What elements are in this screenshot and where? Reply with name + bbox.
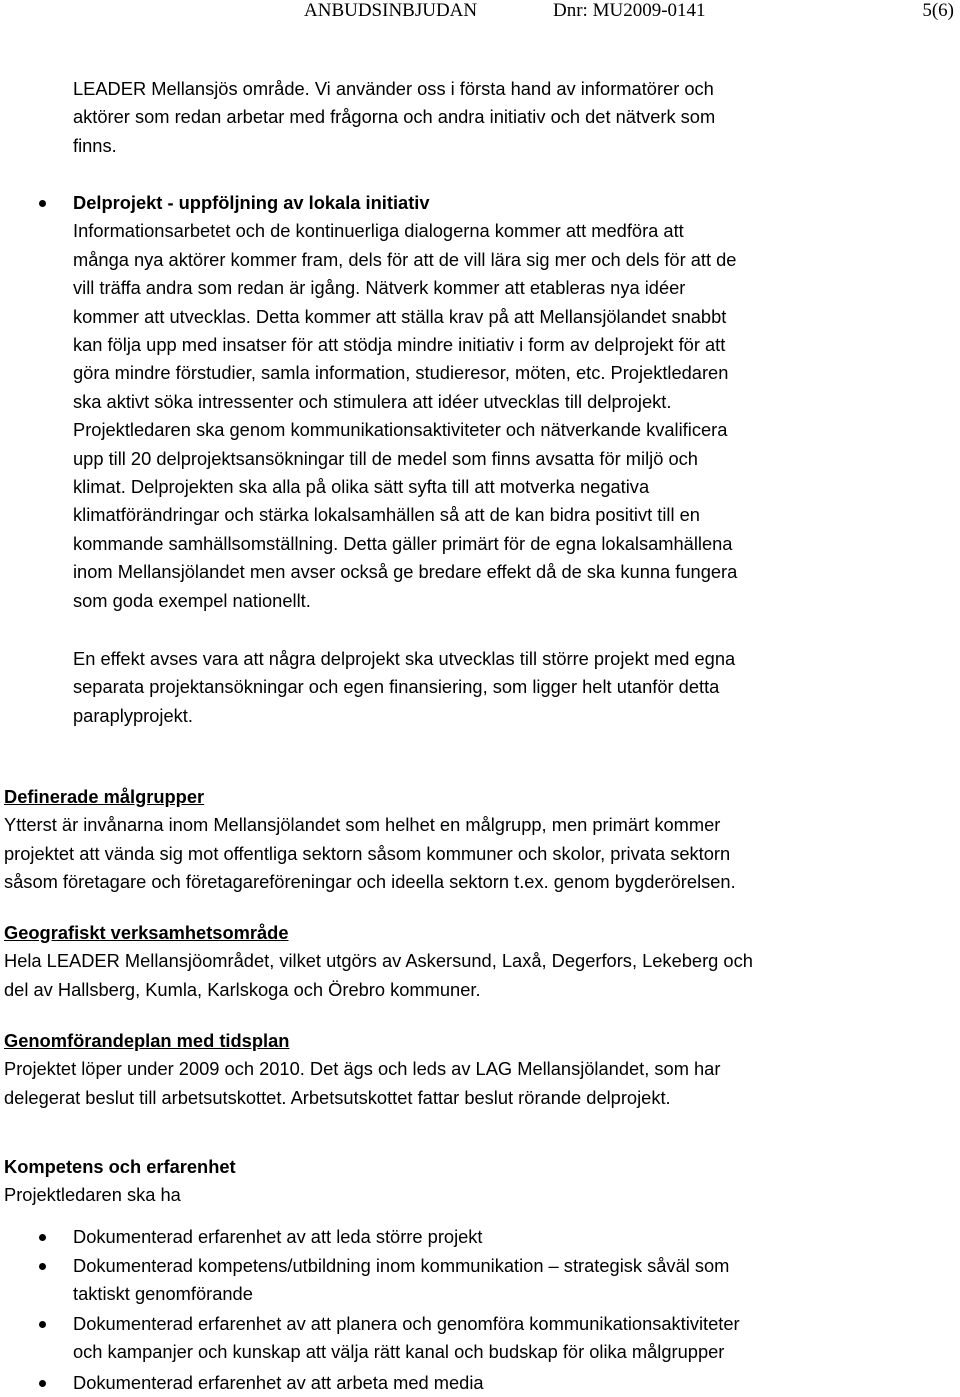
header-dnr: Dnr: MU2009-0141 <box>553 0 706 21</box>
section-heading: Genomförandeplan med tidsplan <box>4 1030 290 1051</box>
bullet-icon <box>39 200 46 207</box>
list-item <box>73 1310 740 1367</box>
text-line: separata projektansökningar och egen finansiering, som ligger helt utanför detta <box>73 676 720 698</box>
text-line: Hela LEADER Mellansjöområdet, vilket utgörs av Askersund, Laxå, Degerfors, Lekeberg och <box>4 950 753 972</box>
malgrupper-section <box>4 783 736 897</box>
page-header <box>0 0 960 24</box>
list-item <box>73 1252 729 1309</box>
text-line: ska aktivt söka intressenter och stimulera att idéer utvecklas till delprojekt. <box>73 390 672 412</box>
text-line: klimatförändringar och stärka lokalsamhällen så att de kan bidra positivt till en <box>73 504 700 526</box>
text-line: projektet att vända sig mot offentliga sektorn såsom kommuner och skolor, privata sektorn <box>4 842 731 864</box>
text-line: En effekt avses vara att några delprojekt ska utvecklas till större projekt med egna <box>73 648 736 669</box>
text-line: paraplyprojekt. <box>73 704 193 726</box>
delprojekt-title: Delprojekt - uppföljning av lokala initiativ <box>73 192 430 213</box>
text-line: inom Mellansjölandet men avser också ge bredare effekt då de ska kunna fungera <box>73 561 738 583</box>
text-line: finns. <box>73 134 117 156</box>
section-heading: Geografiskt verksamhetsområde <box>4 922 289 943</box>
text-line: klimat. Delprojekten ska alla på olika sätt syfta till att motverka negativa <box>73 476 650 498</box>
header-title: ANBUDSINBJUDAN <box>304 0 478 21</box>
text-line: som goda exempel nationellt. <box>73 589 311 611</box>
text-line: Projektet löper under 2009 och 2010. Det ägs och leds av LAG Mellansjölandet, som har <box>4 1058 721 1080</box>
bullet-icon <box>39 1263 46 1270</box>
geografi-section <box>4 919 753 1004</box>
text-line: och kampanjer och kunskap att välja rätt kanal och budskap för olika målgrupper <box>73 1341 725 1363</box>
list-item <box>73 1369 484 1397</box>
kompetens-section <box>4 1153 236 1210</box>
text-line: göra mindre förstudier, samla information, studieresor, möten, etc. Projektledaren <box>73 362 729 384</box>
tidsplan-section <box>4 1027 720 1112</box>
text-line: del av Hallsberg, Kumla, Karlskoga och Örebro kommuner. <box>4 978 481 1000</box>
header-page-number: 5(6) <box>922 0 954 21</box>
text-line: många nya aktörer kommer fram, dels för att de vill lära sig mer och dels för att de <box>73 248 737 270</box>
text-line: LEADER Mellansjös område. Vi använder oss i första hand av informatörer och <box>73 78 714 99</box>
bullet-icon <box>39 1380 46 1387</box>
text-line: Ytterst är invånarna inom Mellansjölandet som helhet en målgrupp, men primärt kommer <box>4 814 721 836</box>
text-line: vill träffa andra som redan är igång. Nätverk kommer att etableras nya idéer <box>73 277 686 299</box>
text-line: kommande samhällsomställning. Detta gäller primärt för de egna lokalsamhällena <box>73 532 733 554</box>
section-heading: Kompetens och erfarenhet <box>4 1156 236 1177</box>
delprojekt-section <box>73 189 737 615</box>
text-line: såsom företagare och företagareföreningar och ideella sektorn t.ex. genom bygderörelsen. <box>4 871 736 893</box>
list-item <box>73 1223 483 1251</box>
text-line: kan följa upp med insatser för att stödja mindre initiativ i form av delprojekt för att <box>73 334 726 356</box>
text-line: delegerat beslut till arbetsutskottet. Arbetsutskottet fattar beslut rörande delprojekt. <box>4 1086 671 1108</box>
intro-paragraph <box>73 75 715 160</box>
text-line: Dokumenterad erfarenhet av att planera och genomföra kommunikationsaktiviteter <box>73 1313 740 1334</box>
text-line: Dokumenterad kompetens/utbildning inom kommunikation – strategisk såväl som <box>73 1255 730 1276</box>
text-line: taktiskt genomförande <box>73 1283 253 1305</box>
effect-paragraph <box>73 645 735 730</box>
text-line: kommer att utvecklas. Detta kommer att ställa krav på att Mellansjölandet snabbt <box>73 305 727 327</box>
text-line: Informationsarbetet och de kontinuerliga dialogerna kommer att medföra att <box>73 220 684 242</box>
section-heading: Definerade målgrupper <box>4 786 205 807</box>
text-line: upp till 20 delprojektsansökningar till de medel som finns avsatta för miljö och <box>73 447 698 469</box>
bullet-icon <box>39 1234 46 1241</box>
text-line: Dokumenterad erfarenhet av att leda större projekt <box>73 1226 483 1247</box>
bullet-icon <box>39 1321 46 1328</box>
text-line: Dokumenterad erfarenhet av att arbeta med media <box>73 1372 484 1393</box>
text-line: aktörer som redan arbetar med frågorna och andra initiativ och det nätverk som <box>73 106 716 128</box>
text-line: Projektledaren ska genom kommunikationsaktiviteter och nätverkande kvalificera <box>73 419 728 441</box>
text-line: Projektledaren ska ha <box>4 1184 181 1206</box>
